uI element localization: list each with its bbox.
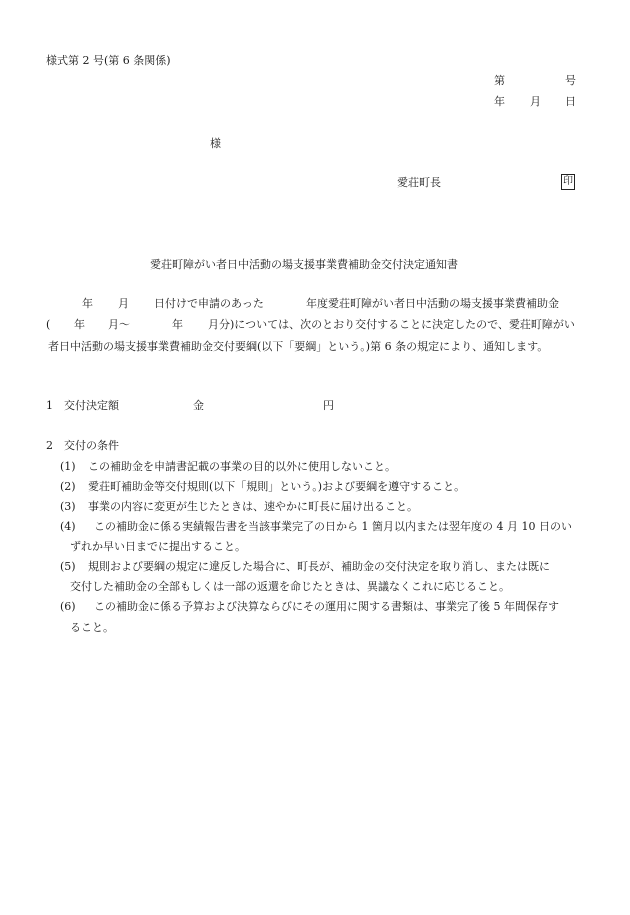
condition-6-num: (6): [60, 600, 76, 613]
document-title: 愛荘町障がい者日中活動の場支援事業費補助金交付決定通知書: [150, 258, 458, 271]
condition-2-text: 愛荘町補助金等交付規則(以下「規則」という。)および要綱を遵守すること。: [88, 480, 466, 493]
condition-5-num: (5): [60, 560, 76, 573]
condition-4-text-1: この補助金に係る実績報告書を当該事業完了の日から 1 箇月以内または翌年度の 4 月 10 日のい: [94, 520, 572, 533]
date-year: 年: [494, 95, 505, 108]
condition-6-text-2: ること。: [70, 621, 114, 634]
amount-en: 円: [323, 399, 334, 412]
issuer-name: 愛荘町長: [397, 176, 441, 189]
body-text-1b: 年度愛荘町障がい者日中活動の場支援事業費補助金: [306, 297, 559, 310]
condition-3-num: (3): [60, 500, 76, 513]
body-month-1: 月: [118, 297, 129, 310]
condition-1-text: この補助金を申請書記載の事業の目的以外に使用しないこと。: [88, 460, 396, 473]
section-2-heading: 2 交付の条件: [46, 439, 119, 452]
condition-5-text-1: 規則および要綱の規定に違反した場合に、町長が、補助金の交付決定を取り消し、または既に: [88, 560, 550, 573]
addressee-suffix: 様: [210, 137, 221, 150]
body-year-1: 年: [82, 297, 93, 310]
amount-kin: 金: [193, 399, 204, 412]
body-year-3: 年: [172, 318, 183, 331]
condition-4-text-2: ずれか早い日までに提出すること。: [70, 540, 246, 553]
body-text-2: 月分)については、次のとおり交付することに決定したので、愛荘町障がい: [208, 318, 575, 331]
doc-number-suffix: 号: [565, 74, 576, 87]
section-1-heading: 1 交付決定額: [46, 399, 119, 412]
condition-3-text: 事業の内容に変更が生じたときは、速やかに町長に届け出ること。: [88, 500, 418, 513]
seal-stamp: [561, 174, 575, 190]
condition-5-text-2: 交付した補助金の全部もしくは一部の返還を命じたときは、異議なくこれに応じること。: [70, 580, 510, 593]
condition-1-num: (1): [60, 460, 76, 473]
body-year-2: 年: [74, 318, 85, 331]
condition-4-num: (4): [60, 520, 76, 533]
seal-char: 印: [563, 176, 573, 187]
date-day: 日: [565, 95, 576, 108]
body-text-1a: 日付けで申請のあった: [154, 297, 264, 310]
date-month: 月: [530, 95, 541, 108]
condition-6-text-1: この補助金に係る予算および決算ならびにその運用に関する書類は、事業完了後 5 年間保存す: [94, 600, 559, 613]
body-month-2: 月〜: [108, 318, 130, 331]
condition-2-num: (2): [60, 480, 76, 493]
body-line-3: 者日中活動の場支援事業費補助金交付要綱(以下「要綱」という。)第 6 条の規定により、通知します。: [48, 340, 549, 353]
body-paren-open: (: [46, 318, 51, 331]
doc-number-prefix: 第: [494, 74, 505, 87]
form-number-label: 様式第 2 号(第 6 条関係): [46, 54, 171, 67]
